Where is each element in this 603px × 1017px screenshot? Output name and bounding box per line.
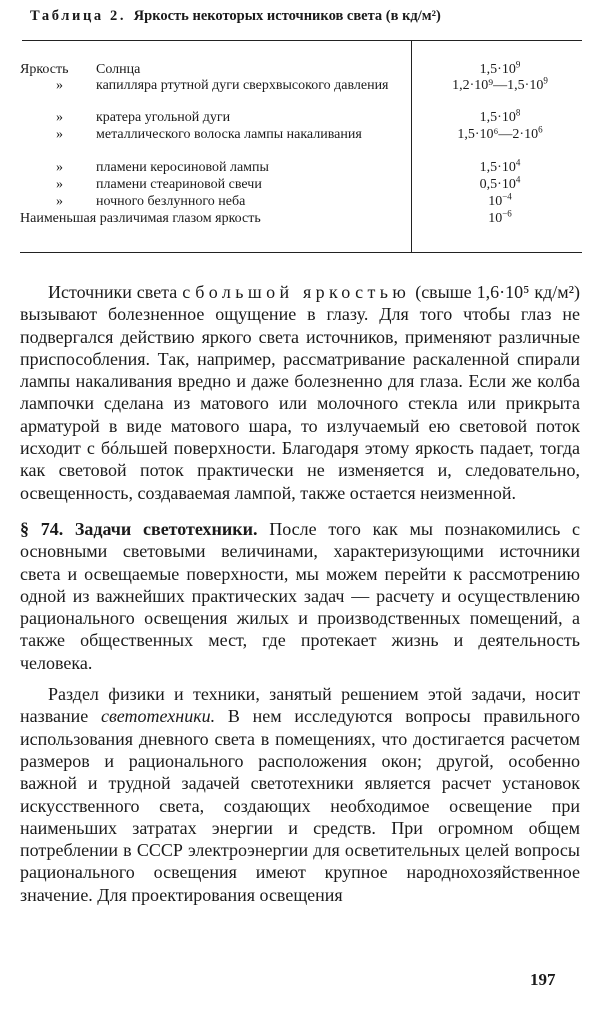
table-top-rule [22,40,582,41]
row-value: $1,5\cdot 10^6—2\cdot 10^6$ [457,124,543,142]
row-label: » [56,194,63,209]
table-row [20,107,580,127]
table-caption-label: Таблица 2. [30,8,127,24]
row-value: $1,2\cdot 10^9—1,5\cdot 10^9$ [452,75,548,93]
row-label: » [56,127,63,142]
row-source: металлического волоска лампы накаливания [96,127,362,142]
row-source: пламени керосиновой лампы [96,160,269,175]
row-value: $0,5\cdot 10^4$ [479,174,521,192]
row-label: Яркость [20,62,69,77]
row-value: $1,5\cdot 10^8$ [479,107,521,125]
row-value: $1,5\cdot 10^9$ [479,59,521,77]
paragraph: Раздел физики и техники, занятый решением этой задачи, носит название светотехники. В нем исследуются вопросы правильного использования дневного света в помещениях, что достигается расчетом размеров и рационального расположения окон; другой, особенно важной и трудной задачей светотехники является расчет установок искусственного света, создающих необходимое освещение при наименьших затратах энергии и средств. При огромном общем потреблении в СССР электроэнергии для осветительных целей вопросы рационального освещения имеют крупное народнохозяйственное значение. Для проектирования освещения [20,684,581,905]
row-source: пламени стеариновой свечи [96,177,262,192]
row-value: $1,5\cdot 10^4$ [479,157,521,175]
row-value: $10^{-6}$ [488,208,512,226]
brightness-table [20,59,580,228]
table-row [20,124,580,160]
term: светотехники. [101,706,216,727]
table-row [20,75,580,110]
page-number: 197 [530,970,556,989]
table-row [20,59,580,78]
table-caption-text: Яркость некоторых источников света (в кд/м²) [133,8,441,24]
row-source: капилляра ртутной дуги сверхвысокого давления [96,78,389,93]
row-source: Солнца [96,62,141,77]
row-source: ночного безлунного неба [96,194,246,209]
row-label: » [56,110,63,125]
section-heading: § 74. Задачи светотехники. [20,518,258,539]
row-label: » [56,177,63,192]
table-row [20,191,580,211]
table-bottom-rule [20,252,582,253]
row-label: » [56,160,63,175]
row-source: кратера угольной дуги [96,110,231,125]
table-row [20,174,580,194]
table-row [20,208,580,228]
body-text [20,281,580,906]
table-caption [30,8,590,25]
row-value: $10^{-4}$ [488,191,512,209]
row-label: Наименьшая различимая глазом яркость [20,211,261,226]
table-row [20,157,580,177]
paragraph: Источники света с большой яркостью (свыше 1,6·10⁵ кд/м²) вызывают болезненное ощущение в глазу. Для того чтобы глаз не подвергался действию яркого света источников, применяют различные приспособления. Так, например, рассматривание раскаленной спирали лампы накаливания вредно и даже болезненно для глаза. Если же колба лампочки сделана из матового или молочного стекла или прикрыта арматурой в виде матового шара, то излучаемый ею световой поток исходит с бóльшей поверхности. Благодаря этому яркость падает, тогда как световой поток практически не изменяется и, следовательно, освещенность, создаваемая лампой, также остается неизменной. [20,282,581,503]
row-label: » [56,78,63,93]
emphasized-phrase: большой яркостью [195,282,411,302]
section-paragraph: § 74. Задачи светотехники. После того как мы познакомились с основными световыми величинами, характеризующими источники света и освещаемые поверхности, мы можем перейти к рассмотрению одной из важнейших практических задач — расчету и осуществлению рационального освещения жилых и производственных помещений, а также общественных мест, где протекает жизнь и деятельность человека. [20,518,581,673]
